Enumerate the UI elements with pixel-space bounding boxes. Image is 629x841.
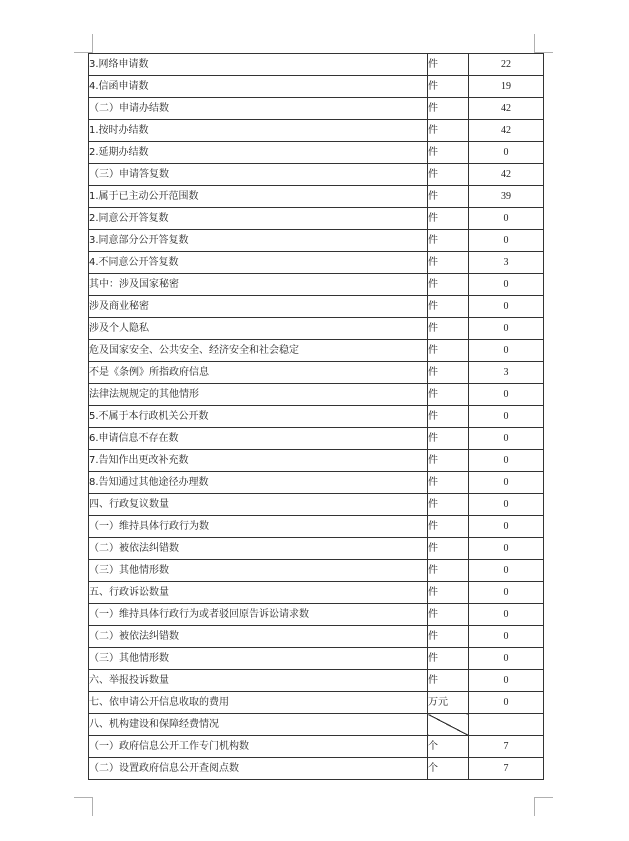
item-cell: 7.告知作出更改补充数 [89, 450, 428, 472]
unit-cell: 件 [428, 648, 469, 670]
unit-cell: 件 [428, 208, 469, 230]
statistics-table [88, 53, 544, 780]
unit-cell: 件 [428, 252, 469, 274]
table-row [89, 560, 544, 582]
value-cell: 0 [469, 406, 544, 428]
table-row [89, 54, 544, 76]
unit-cell: 件 [428, 472, 469, 494]
item-cell: （一）政府信息公开工作专门机构数 [89, 736, 428, 758]
value-cell: 0 [469, 648, 544, 670]
table-row [89, 450, 544, 472]
table-row [89, 230, 544, 252]
value-cell: 3 [469, 252, 544, 274]
item-cell: （二）设置政府信息公开查阅点数 [89, 758, 428, 780]
item-cell: 2.延期办结数 [89, 142, 428, 164]
table-row [89, 758, 544, 780]
value-cell: 0 [469, 384, 544, 406]
unit-cell: 件 [428, 516, 469, 538]
item-cell: （三）其他情形数 [89, 560, 428, 582]
item-cell: 1.按时办结数 [89, 120, 428, 142]
unit-cell: 件 [428, 164, 469, 186]
value-cell: 0 [469, 538, 544, 560]
item-cell: （二）被依法纠错数 [89, 626, 428, 648]
item-cell: （一）维持具体行政行为数 [89, 516, 428, 538]
table-row [89, 626, 544, 648]
unit-cell: 件 [428, 120, 469, 142]
table-row [89, 494, 544, 516]
unit-cell: 件 [428, 560, 469, 582]
page-corner-mark-top-right [534, 34, 553, 53]
table-row [89, 98, 544, 120]
item-cell: 6.申请信息不存在数 [89, 428, 428, 450]
item-cell: （二）被依法纠错数 [89, 538, 428, 560]
value-cell: 0 [469, 560, 544, 582]
item-cell: 涉及个人隐私 [89, 318, 428, 340]
value-cell [469, 714, 544, 736]
item-cell: 涉及商业秘密 [89, 296, 428, 318]
unit-cell: 件 [428, 340, 469, 362]
unit-cell: 万元 [428, 692, 469, 714]
item-cell: 八、机构建设和保障经费情况 [89, 714, 428, 736]
item-cell: 四、行政复议数量 [89, 494, 428, 516]
value-cell: 7 [469, 758, 544, 780]
table-row [89, 274, 544, 296]
table-row [89, 538, 544, 560]
value-cell: 0 [469, 208, 544, 230]
value-cell: 3 [469, 362, 544, 384]
item-cell: 1.属于已主动公开范围数 [89, 186, 428, 208]
table-row [89, 516, 544, 538]
value-cell: 22 [469, 54, 544, 76]
unit-cell: 件 [428, 296, 469, 318]
item-cell: 危及国家安全、公共安全、经济安全和社会稳定 [89, 340, 428, 362]
item-cell: 2.同意公开答复数 [89, 208, 428, 230]
unit-cell: 个 [428, 736, 469, 758]
value-cell: 0 [469, 296, 544, 318]
unit-cell: 件 [428, 428, 469, 450]
table-row [89, 142, 544, 164]
table-row [89, 582, 544, 604]
unit-cell: 件 [428, 76, 469, 98]
table-row [89, 648, 544, 670]
value-cell: 0 [469, 428, 544, 450]
unit-cell: 件 [428, 406, 469, 428]
diagonal-empty-cell [428, 714, 469, 736]
page-corner-mark-top-left [74, 34, 93, 53]
value-cell: 0 [469, 582, 544, 604]
value-cell: 0 [469, 604, 544, 626]
table-row [89, 714, 544, 736]
value-cell: 0 [469, 318, 544, 340]
table-row [89, 692, 544, 714]
value-cell: 0 [469, 516, 544, 538]
unit-cell: 个 [428, 758, 469, 780]
unit-cell: 件 [428, 582, 469, 604]
value-cell: 42 [469, 98, 544, 120]
unit-cell: 件 [428, 230, 469, 252]
table-row [89, 120, 544, 142]
item-cell: 4.不同意公开答复数 [89, 252, 428, 274]
unit-cell: 件 [428, 626, 469, 648]
unit-cell: 件 [428, 142, 469, 164]
item-cell: 不是《条例》所指政府信息 [89, 362, 428, 384]
item-cell: 8.告知通过其他途径办理数 [89, 472, 428, 494]
item-cell: 4.信函申请数 [89, 76, 428, 98]
item-cell: 法律法规规定的其他情形 [89, 384, 428, 406]
value-cell: 0 [469, 692, 544, 714]
table-row [89, 340, 544, 362]
item-cell: 五、行政诉讼数量 [89, 582, 428, 604]
table-row [89, 428, 544, 450]
table-row [89, 670, 544, 692]
value-cell: 39 [469, 186, 544, 208]
item-cell: 3.同意部分公开答复数 [89, 230, 428, 252]
table-row [89, 252, 544, 274]
table-row [89, 208, 544, 230]
value-cell: 0 [469, 626, 544, 648]
table-row [89, 472, 544, 494]
item-cell: （二）申请办结数 [89, 98, 428, 120]
table-row [89, 296, 544, 318]
page-corner-mark-bottom-right [534, 797, 553, 816]
item-cell: （三）其他情形数 [89, 648, 428, 670]
page-corner-mark-bottom-left [74, 797, 93, 816]
unit-cell: 件 [428, 54, 469, 76]
value-cell: 0 [469, 494, 544, 516]
table-row [89, 318, 544, 340]
table-row [89, 736, 544, 758]
value-cell: 0 [469, 230, 544, 252]
value-cell: 42 [469, 120, 544, 142]
value-cell: 0 [469, 274, 544, 296]
unit-cell: 件 [428, 384, 469, 406]
unit-cell: 件 [428, 186, 469, 208]
value-cell: 0 [469, 670, 544, 692]
unit-cell: 件 [428, 362, 469, 384]
item-cell: （一）维持具体行政行为或者驳回原告诉讼请求数 [89, 604, 428, 626]
value-cell: 0 [469, 450, 544, 472]
table-row [89, 362, 544, 384]
unit-cell: 件 [428, 670, 469, 692]
item-cell: （三）申请答复数 [89, 164, 428, 186]
value-cell: 0 [469, 472, 544, 494]
item-cell: 六、举报投诉数量 [89, 670, 428, 692]
item-cell: 3.网络申请数 [89, 54, 428, 76]
table-row [89, 604, 544, 626]
table-row [89, 76, 544, 98]
unit-cell: 件 [428, 538, 469, 560]
value-cell: 19 [469, 76, 544, 98]
unit-cell: 件 [428, 274, 469, 296]
item-cell: 5.不属于本行政机关公开数 [89, 406, 428, 428]
unit-cell: 件 [428, 450, 469, 472]
table-row [89, 164, 544, 186]
unit-cell: 件 [428, 604, 469, 626]
unit-cell: 件 [428, 98, 469, 120]
value-cell: 7 [469, 736, 544, 758]
unit-cell: 件 [428, 318, 469, 340]
table-row [89, 384, 544, 406]
value-cell: 42 [469, 164, 544, 186]
item-cell: 其中：涉及国家秘密 [89, 274, 428, 296]
table-row [89, 186, 544, 208]
value-cell: 0 [469, 142, 544, 164]
item-cell: 七、依申请公开信息收取的费用 [89, 692, 428, 714]
unit-cell: 件 [428, 494, 469, 516]
table-row [89, 406, 544, 428]
value-cell: 0 [469, 340, 544, 362]
